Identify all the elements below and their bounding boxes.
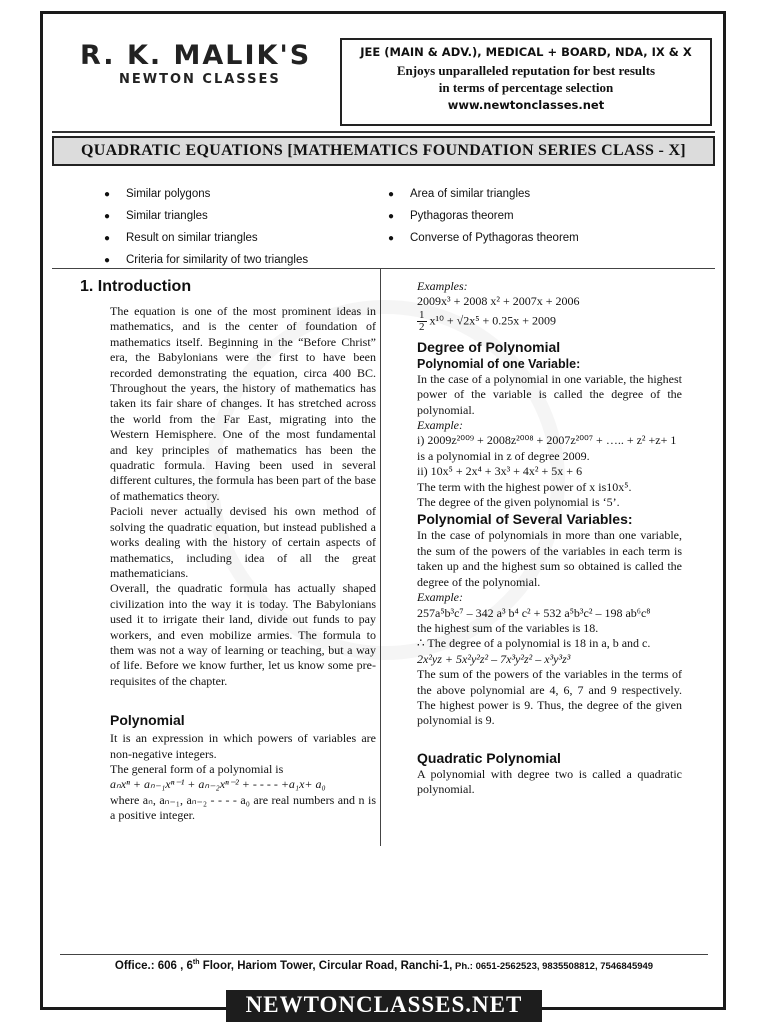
example-polynomial-1: 2009x³ + 2008 x² + 2007x + 2006 — [417, 294, 580, 309]
polynomial-heading: Polynomial — [110, 712, 185, 729]
intro-paragraph-1: The equation is one of the most prominent ideas in mathematics, and is the center of foundation of mathematics itself. Beginning in the “Before Christ” era, the Babylonians were the first to have been recorded demonstrating the equation, circa 400 BC. Throughout the years, the history of mathematics has taken its fair share of changes. It has stretched across the world from the Far East, migrating into the Western Hemisphere. One of the most fundamental and key principles of mathematics has been the quadratic formula. Having been used in several different cultures, the formula has been part of the base of mathematics theory. — [110, 304, 376, 503]
several-example-2-result: The sum of the powers of the variables in the terms of the above polynomial are 4, 6, 7 and 9 respectively. The highest power is 9. Thus, the degree of the given polynomial is 9. — [417, 667, 682, 728]
several-example-2: 2x²yz + 5x²y²z² – 7x³y²z² – x³y³z³ — [417, 651, 571, 666]
footer-website-banner[interactable]: NEWTONCLASSES.NET — [226, 990, 542, 1022]
info-website[interactable]: www.newtonclasses.net — [447, 98, 605, 112]
example-label: Example: — [417, 418, 463, 433]
topic-item: ● Pythagoras theorem — [388, 210, 514, 222]
topic-item: ● Criteria for similarity of two triangles — [104, 254, 309, 266]
example-i-result: is a polynomial in z of degree 2009. — [417, 448, 590, 463]
footer-phone: Ph.: 0651-2562523, 9835508812, 7546845949 — [452, 960, 654, 972]
topic-item: ● Converse of Pythagoras theorem — [388, 232, 579, 244]
header-info-box — [340, 38, 712, 126]
polynomial-general-form-intro: The general form of a polynomial is — [110, 761, 284, 776]
several-example-1-result: the highest sum of the variables is 18. — [417, 620, 599, 635]
footer-divider — [60, 954, 708, 955]
several-variables-heading: Polynomial of Several Variables: — [417, 511, 633, 528]
right-column — [417, 279, 682, 798]
topic-item: ● Similar polygons — [104, 188, 211, 200]
topic-item: ● Result on similar triangles — [104, 232, 258, 244]
topics-list-right — [388, 183, 579, 249]
one-variable-text: In the case of a polynomial in one variable, the highest power of the variable is called the degree of the polynomial. — [417, 371, 682, 417]
several-example-1: 257a⁵b³c⁷ – 342 a³ b⁴ c² + 532 a⁵b³c² – 198 ab⁶c⁸ — [417, 605, 651, 620]
left-column — [110, 304, 376, 824]
info-courses: JEE (MAIN & ADV.), MEDICAL + BOARD, NDA, IX & X — [360, 45, 692, 59]
one-half-fraction: $\frac{1}{2}$ — [419, 308, 425, 333]
logo-subtitle: NEWTON CLASSES — [119, 72, 281, 87]
example-polynomial-2: $\frac{1}{2}$ x¹⁰ + √2x⁵ + 0.25x + 2009 — [419, 308, 556, 333]
examples-label: Examples: — [417, 279, 468, 293]
example-label-2: Example: — [417, 590, 463, 605]
example-i: i) 2009z²⁰⁰⁹ + 2008z²⁰⁰⁸ + 2007z²⁰⁰⁷ + ….. + z² +z+ 1 — [417, 433, 677, 448]
section-divider — [52, 268, 715, 269]
several-variables-text: In the case of polynomials in more than one variable, the sum of the powers of the variables in each term is taken up and the highest sum so obtained is called the degree of the polynomial. — [417, 528, 682, 589]
info-percentage: in terms of percentage selection — [438, 80, 614, 95]
one-variable-heading: Polynomial of one Variable: — [417, 356, 581, 371]
info-reputation: Enjoys unparalleled reputation for best results — [396, 63, 656, 78]
degree-heading: Degree of Polynomial — [417, 338, 561, 355]
intro-paragraph-3: Overall, the quadratic formula has actually shaped civilization into the way it is today. The Babylonians used it to irrigate their land, divide out funds to pay workers, and even mobilize armies. The formula to them was not a way of learning or teaching, but a way of life. Before we know further, let us know some pre-requisites of the chapter. — [110, 581, 376, 688]
example-ii-result-2: The degree of the given polynomial is ‘5’. — [417, 495, 620, 510]
topic-item: ● Area of similar triangles — [388, 188, 531, 200]
quadratic-polynomial-heading: Quadratic Polynomial — [417, 749, 561, 766]
polynomial-coefficients-note: where aₙ, aₙ₋₁, aₙ₋₂ - - - - a₀ are real numbers and n is a positive integer. — [110, 792, 376, 823]
logo-title: R. K. MALIK'S — [80, 40, 312, 71]
introduction-heading: 1. Introduction — [80, 278, 192, 295]
several-example-1-degree: ∴ The degree of a polynomial is 18 in a, b and c. — [417, 636, 651, 651]
example-ii: ii) 10x⁵ + 2x⁴ + 3x³ + 4x² + 5x + 6 — [417, 464, 583, 479]
intro-paragraph-2: Pacioli never actually devised his own method of solving the quadratic equation, but instead published a works dealing with the history of certain aspects of mathematics, including idea of all the great mathematicians. — [110, 504, 376, 580]
polynomial-general-formula: aₙxⁿ + aₙ₋₁xⁿ⁻¹ + aₙ₋₂xⁿ⁻² + - - - - +a₁x+ a₀ — [110, 777, 326, 792]
example-ii-result-1: The term with the highest power of x is10x⁵. — [417, 479, 632, 494]
polynomial-definition: It is an expression in which powers of variables are non-negative integers. — [110, 731, 376, 761]
quadratic-polynomial-text: A polynomial with degree two is called a quadratic polynomial. — [417, 766, 682, 797]
topics-list-left — [104, 183, 308, 271]
column-divider — [380, 268, 381, 846]
header-divider — [52, 131, 715, 133]
topic-item: ● Similar triangles — [104, 210, 208, 222]
footer-address: Office.: 606 , 6th Floor, Hariom Tower, Circular Road, Ranchi-1, Ph.: 0651-2562523, 9835508812, 7546845949 — [114, 959, 654, 972]
page-title: QUADRATIC EQUATIONS [MATHEMATICS FOUNDATION SERIES CLASS - X] — [52, 136, 715, 166]
